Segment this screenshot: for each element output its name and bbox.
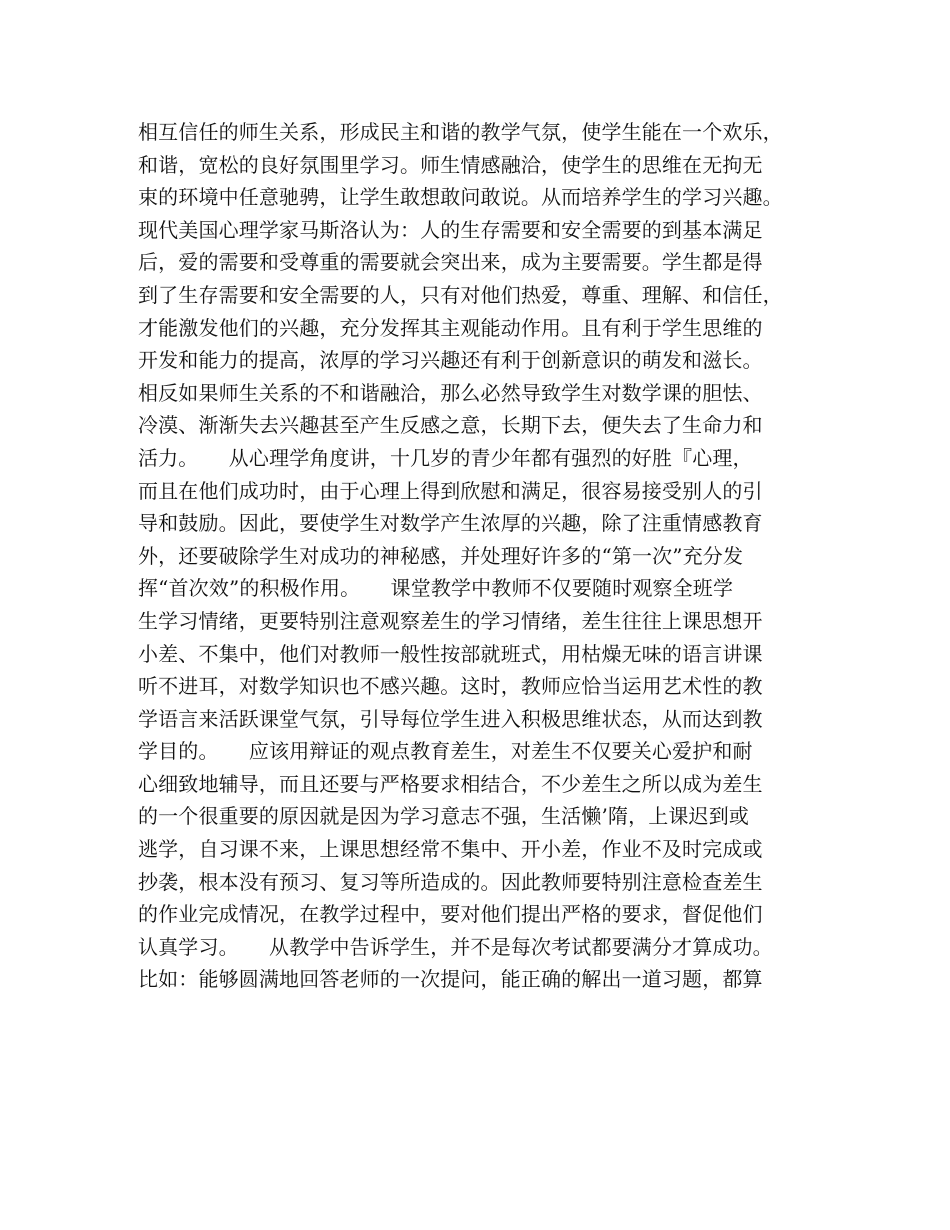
text-line: 学语言来活跃课堂气氛，引导每位学生进入积极思维状态，从而达到教 [138,706,763,731]
text-line: 认真学习。 从教学中告诉学生，并不是每次考试都要满分才算成功。 [138,934,773,959]
text-line: 活力。 从心理学角度讲，十几岁的青少年都有强烈的好胜『心理， [138,445,753,470]
text-line: 开发和能力的提高，浓厚的学习兴趣还有利于创新意识的萌发和滋长。 [138,348,763,373]
text-line: 和谐，宽松的良好氛围里学习。师生情感融洽，使学生的思维在无拘无 [138,152,763,177]
text-line: 到了生存需要和安全需要的人，只有对他们热爱，尊重、理解、和信任， [138,282,783,307]
text-line: 而且在他们成功时，由于心理上得到欣慰和满足，很容易接受别人的引 [138,478,763,503]
text-line: 心细致地辅导，而且还要与严格要求相结合，不少差生之所以成为差生 [138,771,763,796]
text-line: 逃学，自习课不来，上课思想经常不集中、开小差，作业不及时完成或 [138,837,763,862]
text-line: 的作业完成情况，在教学过程中，要对他们提出严格的要求，督促他们 [138,902,763,927]
text-line: 比如：能够圆满地回答老师的一次提问，能正确的解出一道习题，都算 [138,967,763,992]
text-line: 挥“首次效”的积极作用。 课堂教学中教师不仅要随时观察全班学 [138,576,734,601]
text-line: 小差、不集中，他们对教师一般性按部就班式，用枯燥无味的语言讲课 [138,641,763,666]
text-line: 的一个很重要的原因就是因为学习意志不强，生活懒’隋，上课迟到或 [138,804,750,829]
text-line: 生学习情绪，更要特别注意观察差生的学习情绪，差生往往上课思想开 [138,608,763,633]
text-line: 相互信任的师生关系，形成民主和谐的教学气氛，使学生能在一个欢乐， [138,120,783,144]
text-line: 听不进耳，对数学知识也不感兴趣。这时，教师应恰当运用艺术性的教 [138,674,763,699]
text-line: 抄袭，根本没有预习、复习等所造成的。因此教师要特别注意检查差生 [138,869,763,894]
text-line: 现代美国心理学家马斯洛认为：人的生存需要和安全需要的到基本满足 [138,217,763,242]
text-line: 外，还要破除学生对成功的神秘感，并处理好许多的“第一次”充分发 [138,543,744,568]
text-line: 束的环境中任意驰骋，让学生敢想敢问敢说。从而培养学生的学习兴趣。 [138,185,783,210]
text-line: 后，爱的需要和受尊重的需要就会突出来，成为主要需要。学生都是得 [138,250,763,275]
text-line: 才能激发他们的兴趣，充分发挥其主观能动作用。且有利于学生思维的 [138,315,763,340]
text-line: 学目的。 应该用辩证的观点教育差生，对差生不仅要关心爱护和耐 [138,739,753,764]
text-line: 冷漠、渐渐失去兴趣甚至产生反感之意，长期下去，便失去了生命力和 [138,413,763,438]
body-text [138,116,838,996]
text-line: 导和鼓励。因此，要使学生对数学产生浓厚的兴趣，除了注重情感教育 [138,511,763,536]
text-line: 相反如果师生关系的不和谐融洽，那么必然导致学生对数学课的胆怯、 [138,380,763,405]
